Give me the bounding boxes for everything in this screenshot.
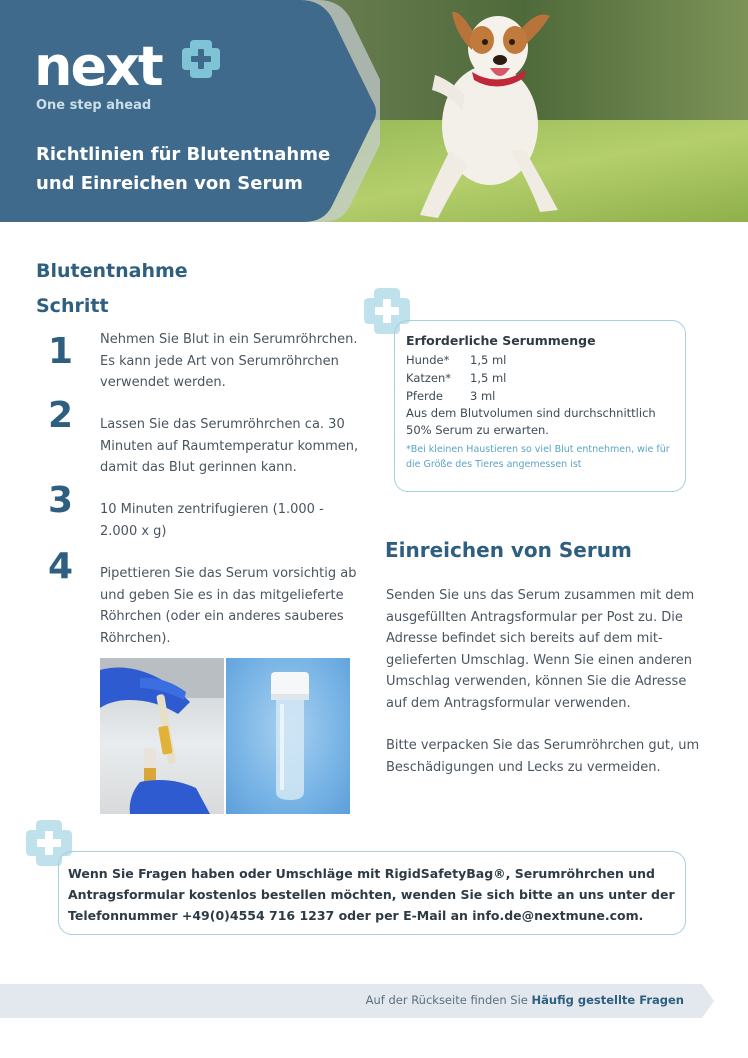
serum-box-title: Erforderliche Serummenge bbox=[406, 333, 596, 348]
serum-amount: 3 ml bbox=[470, 389, 496, 403]
pipetting-photo bbox=[100, 658, 224, 814]
step-text-2: Lassen Sie das Serumröhrchen ca. 30 Minuten auf Raumtemperatur kommen, damit das Blut gerinnen kann. bbox=[100, 417, 359, 475]
plus-cross-icon bbox=[180, 38, 222, 80]
serum-row-dogs bbox=[406, 351, 674, 369]
submit-paragraph-1: Senden Sie uns das Serum zusammen mit dem ausgefüllten Antragsformular per Post zu. Die Adresse befindet sich bereits auf dem mit-gelieferten Umschlag. Wenn Sie einen anderen Umschlag verwenden, können Sie die Adresse auf dem Antragsformular verwenden. bbox=[386, 588, 695, 711]
serum-volume-note: Aus dem Blutvolumen sind durchschnittlich 50% Serum zu erwarten. bbox=[406, 406, 656, 437]
step-number-1: 1 bbox=[48, 331, 74, 372]
contact-info-box bbox=[58, 851, 686, 935]
serum-amount: 1,5 ml bbox=[470, 353, 507, 367]
pipetting-illustration bbox=[100, 658, 224, 814]
step-text-3: 10 Minuten zentrifugieren (1.000 - 2.000 x g) bbox=[100, 502, 324, 539]
serum-animal: Pferde bbox=[406, 389, 443, 403]
submit-paragraph-2: Bitte verpacken Sie das Serumröhrchen gut, um Beschädigungen und Lecks zu vermeiden. bbox=[386, 738, 700, 775]
step-number-4: 4 bbox=[48, 546, 74, 587]
page-title: Richtlinien für Blutentnahme und Einreichen von Serum bbox=[36, 144, 331, 194]
hero-banner bbox=[0, 0, 748, 222]
step-text-1: Nehmen Sie Blut in ein Serumröhrchen. Es kann jede Art von Serumröhrchen verwendet werden. bbox=[100, 332, 358, 390]
serum-footnote: *Bei kleinen Haustieren so viel Blut entnehmen, wie für die Größe des Tieres angemessen ist bbox=[406, 444, 670, 470]
serum-animal: Katzen* bbox=[406, 371, 452, 385]
submit-serum-heading: Einreichen von Serum bbox=[385, 538, 632, 562]
brand-logo bbox=[34, 35, 162, 98]
footer-faq-link: Häufig gestellte Fragen bbox=[531, 993, 684, 1007]
footer-text-prefix: Auf der Rückseite finden Sie bbox=[365, 993, 528, 1007]
brand-tagline: One step ahead bbox=[36, 98, 152, 113]
serum-row-horses bbox=[406, 387, 674, 405]
serum-amount: 1,5 ml bbox=[470, 371, 507, 385]
footer-note bbox=[366, 993, 684, 1007]
serum-tube-photo bbox=[226, 658, 350, 814]
serum-row-cats bbox=[406, 369, 674, 387]
step-number-2: 2 bbox=[48, 395, 74, 436]
required-serum-box bbox=[394, 320, 686, 492]
serum-tube-illustration bbox=[226, 658, 350, 814]
serum-animal: Hunde* bbox=[406, 353, 450, 367]
contact-text: Wenn Sie Fragen haben oder Umschläge mit RigidSafetyBag®, Serumröhrchen und Antragsformular kostenlos bestellen möchten, wenden Sie sich bitte an uns unter der Telefonnummer +49(0)4554 716 1237 oder per E-Mail an info.de@nextmune.com. bbox=[68, 866, 675, 923]
step-text-4: Pipettieren Sie das Serum vorsichtig ab und geben Sie es in das mitgelieferte Röhrchen (oder ein anderes sauberes Röhrchen). bbox=[100, 566, 357, 646]
logo-wordmark: next bbox=[34, 35, 162, 98]
step-number-3: 3 bbox=[48, 480, 74, 521]
steps-subheading: Schritt bbox=[36, 295, 109, 317]
dog-photo bbox=[390, 0, 590, 222]
blood-collection-heading: Blutentnahme bbox=[36, 260, 188, 282]
